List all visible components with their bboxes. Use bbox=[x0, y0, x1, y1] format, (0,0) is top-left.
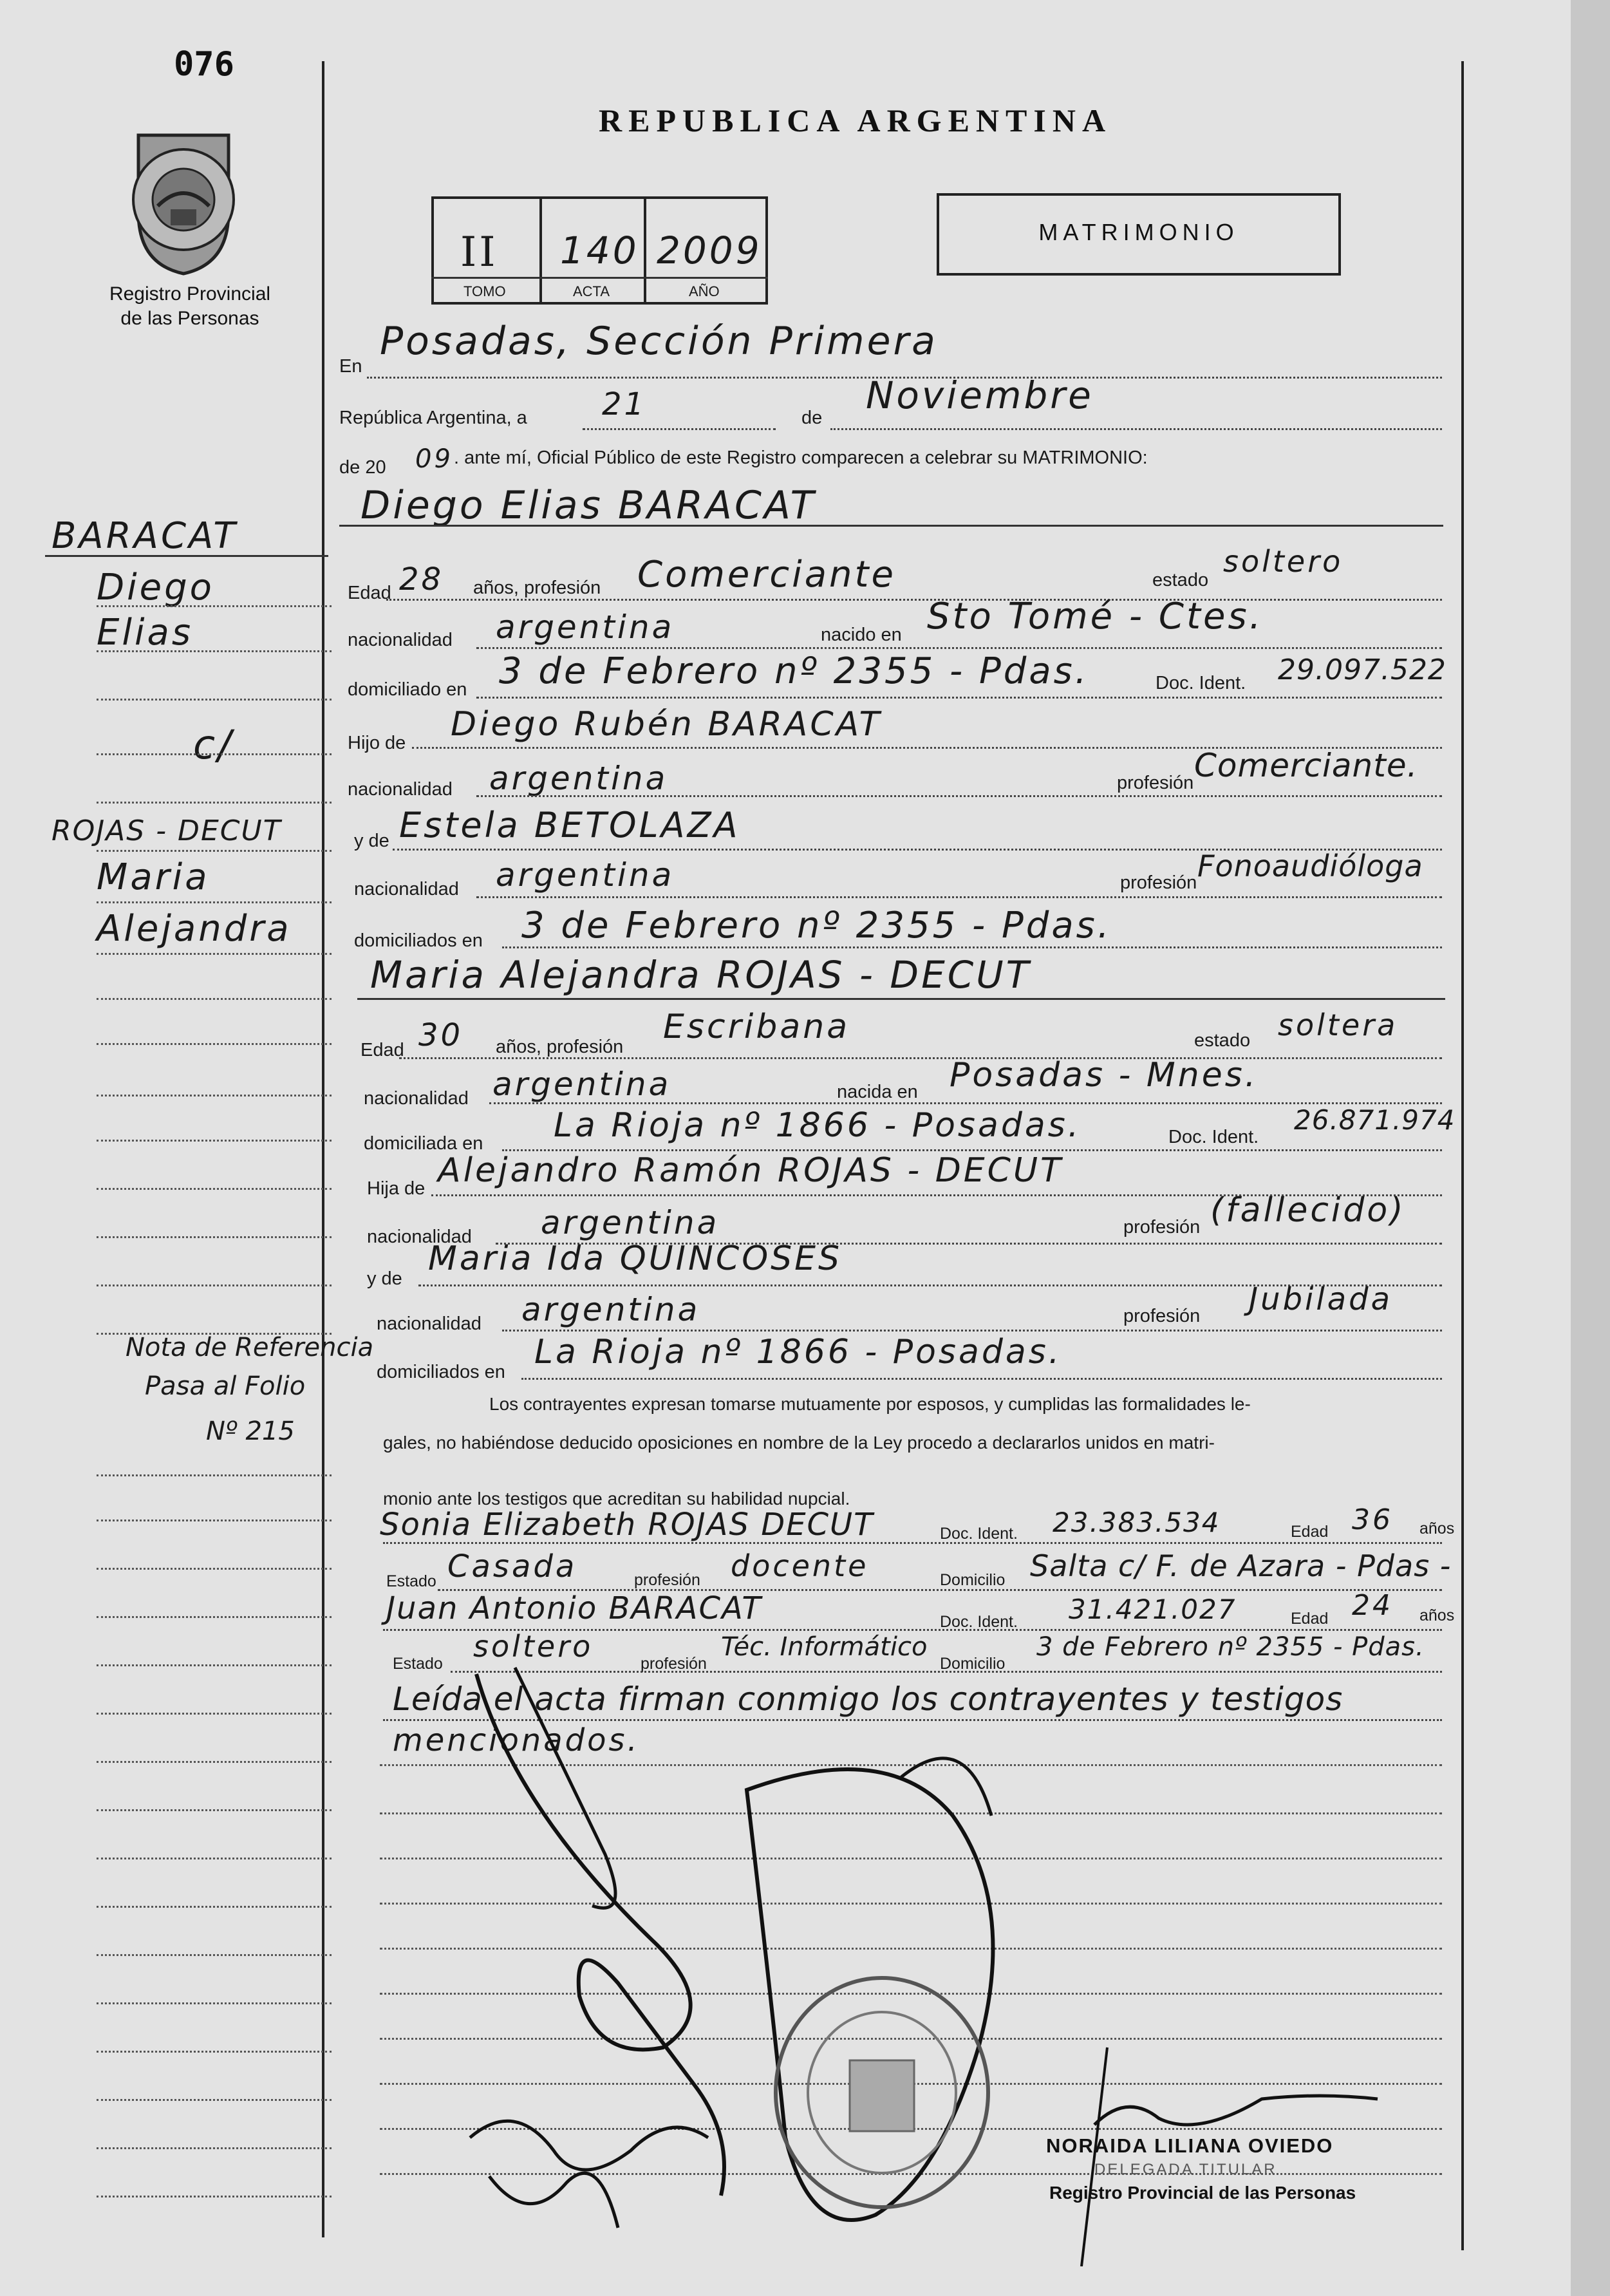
groom-mother: Estela BETOLAZA bbox=[399, 805, 740, 845]
witness2-edad: 24 bbox=[1352, 1589, 1393, 1622]
margin-firstname-3: Maria bbox=[97, 856, 210, 898]
groom-father: Diego Rubén BARACAT bbox=[451, 705, 883, 744]
witness1-profession: docente bbox=[731, 1548, 869, 1583]
witness2-prof-label: profesión bbox=[641, 1655, 707, 1673]
bride-hija-label: Hija de bbox=[367, 1178, 426, 1199]
anio-label: AÑO bbox=[689, 283, 720, 299]
groom-doc: 29.097.522 bbox=[1278, 654, 1446, 686]
bride-estado: soltera bbox=[1278, 1008, 1398, 1042]
margin-divider bbox=[322, 61, 324, 2237]
place-value: Posadas, Sección Primera bbox=[380, 319, 938, 364]
margin-firstname-1: Diego bbox=[97, 567, 214, 608]
groom-address: 3 de Febrero nº 2355 - Pdas. bbox=[499, 650, 1089, 692]
groom-father-nac-label: nacionalidad bbox=[348, 779, 453, 800]
witness2-name: Juan Antonio BARACAT bbox=[386, 1590, 762, 1626]
closing-line-1: Leída el acta firman conmigo los contrayentes y testigos bbox=[393, 1680, 1343, 1718]
legal-text-line-1: Los contrayentes expresan tomarse mutuamente por esposos, y cumplidas las formalidades le- bbox=[489, 1394, 1251, 1414]
groom-father-nationality: argentina bbox=[489, 760, 668, 797]
bride-mother-nationality: argentina bbox=[521, 1291, 700, 1328]
bride-mother: Maria Ida QUINCOSES bbox=[428, 1239, 843, 1278]
groom-parents-dom-label: domiciliados en bbox=[354, 930, 483, 951]
bride-nationality: argentina bbox=[492, 1066, 671, 1103]
bride-parents-address: La Rioja nº 1866 - Posadas. bbox=[534, 1333, 1062, 1371]
witness1-estado: Casada bbox=[447, 1548, 577, 1585]
acta-value: 140 bbox=[560, 229, 639, 272]
witness1-edad-label: Edad bbox=[1291, 1523, 1329, 1541]
year-suffix-value: 09 bbox=[415, 444, 453, 474]
country-title: REPUBLICA ARGENTINA bbox=[599, 102, 1112, 138]
republica-label: República Argentina, a bbox=[339, 408, 527, 428]
bride-doc-label: Doc. Ident. bbox=[1168, 1127, 1259, 1147]
closing-line-2: mencionados. bbox=[393, 1722, 640, 1758]
bride-yde-label: y de bbox=[367, 1268, 402, 1289]
groom-mother-nac-label: nacionalidad bbox=[354, 879, 459, 899]
groom-estado-label: estado bbox=[1152, 570, 1209, 590]
groom-name: Diego Elias BARACAT bbox=[360, 483, 817, 528]
groom-father-profession: Comerciante. bbox=[1194, 747, 1418, 784]
groom-edad-label: Edad bbox=[348, 583, 391, 603]
witness2-estado-label: Estado bbox=[393, 1655, 443, 1673]
groom-nacido-label: nacido en bbox=[821, 625, 902, 645]
groom-doc-label: Doc. Ident. bbox=[1156, 673, 1246, 693]
margin-firstname-4: Alejandra bbox=[97, 908, 292, 950]
margin-firstname-2: Elias bbox=[97, 612, 193, 654]
groom-nationality: argentina bbox=[496, 608, 675, 646]
bride-father-nac-label: nacionalidad bbox=[367, 1227, 472, 1247]
witness1-doc-label: Doc. Ident. bbox=[940, 1525, 1018, 1543]
statement-text: . ante mí, Oficial Público de este Registro comparecen a celebrar su MATRIMONIO: bbox=[454, 447, 1148, 468]
witness1-prof-label: profesión bbox=[634, 1571, 700, 1589]
acta-label: ACTA bbox=[573, 283, 610, 299]
groom-mother-prof-label: profesión bbox=[1120, 872, 1197, 893]
margin-surname: BARACAT bbox=[51, 515, 238, 557]
bride-dom-label: domiciliada en bbox=[364, 1133, 483, 1154]
groom-edad: 28 bbox=[399, 561, 444, 598]
groom-parents-address: 3 de Febrero nº 2355 - Pdas. bbox=[521, 905, 1112, 946]
groom-yde-label: y de bbox=[354, 831, 389, 851]
bride-birthplace: Posadas - Mnes. bbox=[950, 1056, 1259, 1095]
bride-anos-label: años, profesión bbox=[496, 1037, 624, 1057]
witness2-edad-label: Edad bbox=[1291, 1610, 1329, 1628]
witness2-anos-label: años bbox=[1419, 1606, 1455, 1624]
witness1-name: Sonia Elizabeth ROJAS DECUT bbox=[380, 1507, 874, 1543]
witness1-anos-label: años bbox=[1419, 1520, 1455, 1538]
bride-mother-prof-label: profesión bbox=[1123, 1306, 1201, 1326]
bride-father-nationality: argentina bbox=[541, 1204, 720, 1241]
bride-profession: Escribana bbox=[663, 1008, 850, 1046]
witness1-estado-label: Estado bbox=[386, 1572, 436, 1590]
groom-mother-profession: Fonoaudióloga bbox=[1197, 849, 1423, 883]
page-edge bbox=[1571, 0, 1610, 2296]
witness2-estado: soltero bbox=[473, 1629, 594, 1664]
legal-text-line-3: monio ante los testigos que acreditan su habilidad nupcial. bbox=[383, 1489, 850, 1509]
en-label: En bbox=[339, 356, 362, 377]
bride-father: Alejandro Ramón ROJAS - DECUT bbox=[438, 1151, 1063, 1190]
document-type: MATRIMONIO bbox=[1038, 219, 1239, 245]
official-title: DELEGADA TITULAR bbox=[1094, 2161, 1277, 2178]
anio-value: 2009 bbox=[657, 229, 762, 272]
tomo-label: TOMO bbox=[463, 283, 506, 299]
reference-note-line-2: Pasa al Folio bbox=[145, 1371, 306, 1401]
groom-mother-nationality: argentina bbox=[496, 856, 675, 894]
tomo-value: II bbox=[460, 229, 498, 276]
bride-nacida-label: nacida en bbox=[837, 1082, 918, 1102]
bride-estado-label: estado bbox=[1194, 1030, 1251, 1051]
bride-parents-dom-label: domiciliados en bbox=[377, 1362, 505, 1382]
witness2-profession: Téc. Informático bbox=[721, 1632, 928, 1662]
registry-line-2: de las Personas bbox=[120, 308, 259, 329]
witness2-dom-label: Domicilio bbox=[940, 1655, 1006, 1673]
bride-name: Maria Alejandra ROJAS - DECUT bbox=[370, 953, 1032, 997]
right-border bbox=[1461, 61, 1464, 2250]
witness1-edad: 36 bbox=[1352, 1503, 1393, 1536]
registry-line-1: Registro Provincial bbox=[109, 283, 271, 305]
bride-mother-profession: Jubilada bbox=[1249, 1281, 1393, 1317]
year-prefix-label: de 20 bbox=[339, 457, 386, 478]
groom-birthplace: Sto Tomé - Ctes. bbox=[927, 596, 1264, 637]
official-registry: Registro Provincial de las Personas bbox=[1049, 2183, 1356, 2203]
witness1-dom-label: Domicilio bbox=[940, 1571, 1006, 1589]
witness2-doc-label: Doc. Ident. bbox=[940, 1613, 1018, 1631]
bride-nac-label: nacionalidad bbox=[364, 1088, 469, 1109]
month-value: Noviembre bbox=[866, 373, 1094, 417]
day-value: 21 bbox=[602, 386, 647, 422]
witness1-address: Salta c/ F. de Azara - Pdas - bbox=[1030, 1548, 1452, 1583]
de-label: de bbox=[801, 408, 823, 428]
margin-surname-2: ROJAS - DECUT bbox=[51, 814, 282, 847]
official-name: NORAIDA LILIANA OVIEDO bbox=[1046, 2134, 1334, 2157]
bride-address: La Rioja nº 1866 - Posadas. bbox=[554, 1106, 1081, 1145]
groom-father-prof-label: profesión bbox=[1117, 773, 1194, 793]
page-number: 076 bbox=[174, 45, 234, 84]
bride-father-profession: (fallecido) bbox=[1210, 1191, 1406, 1230]
bride-edad: 30 bbox=[418, 1017, 463, 1053]
bride-mother-nac-label: nacionalidad bbox=[377, 1313, 482, 1334]
reference-note-line-3: Nº 215 bbox=[206, 1416, 295, 1446]
official-seal-icon bbox=[766, 1970, 998, 2215]
groom-dom-label: domiciliado en bbox=[348, 679, 467, 700]
bride-doc: 26.871.974 bbox=[1294, 1104, 1456, 1136]
groom-estado: soltero bbox=[1223, 544, 1343, 579]
bride-father-prof-label: profesión bbox=[1123, 1217, 1201, 1237]
groom-profession: Comerciante bbox=[637, 554, 896, 596]
witness2-address: 3 de Febrero nº 2355 - Pdas. bbox=[1036, 1632, 1425, 1662]
groom-anos-label: años, profesión bbox=[473, 578, 601, 598]
reference-note-line-1: Nota de Referencia bbox=[126, 1333, 374, 1362]
witness2-doc: 31.421.027 bbox=[1069, 1594, 1237, 1625]
groom-hijo-label: Hijo de bbox=[348, 733, 406, 753]
witness1-doc: 23.383.534 bbox=[1053, 1507, 1221, 1538]
provincial-seal-icon bbox=[119, 116, 248, 277]
bride-edad-label: Edad bbox=[360, 1040, 404, 1060]
margin-conjunction: c/ bbox=[193, 721, 234, 768]
groom-nac-label: nacionalidad bbox=[348, 630, 453, 650]
legal-text-line-2: gales, no habiéndose deducido oposiciones en nombre de la Ley procedo a declararlos unidos en matri- bbox=[383, 1433, 1215, 1453]
